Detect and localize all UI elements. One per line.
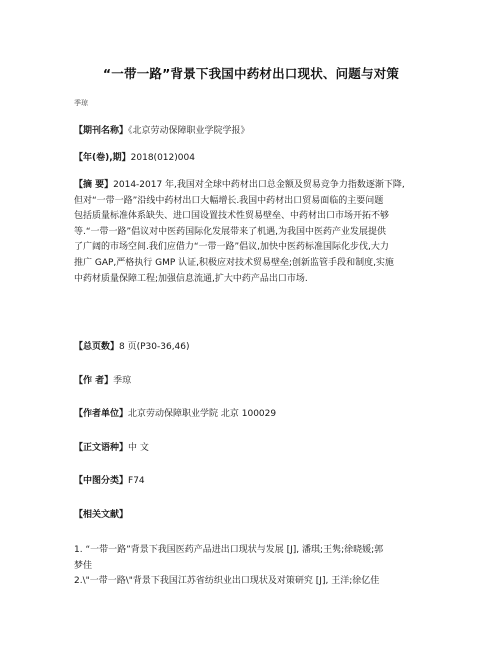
abstract-line: 等.“一带一路”倡议对中医药国际化发展带来了机遇,为我国中医药产业发展提供: [74, 226, 387, 237]
abstract-line: 但对“一带一路”沿线中药材出口大幅增长.我国中药材出口贸易面临的主要问题: [74, 195, 384, 206]
document-title: “一带一路”背景下我国中药材出口现状、问题与对策: [102, 66, 400, 81]
affiliation-label: 【作者单位】: [74, 409, 129, 419]
journal-label: 【期刊名称】: [74, 126, 129, 136]
abstract-field: [74, 178, 454, 287]
year-label: 【年(卷),期】: [74, 153, 131, 163]
abstract-label: 【摘 要】: [74, 180, 114, 190]
author-value: 季琼: [113, 376, 132, 386]
author-field: [74, 374, 454, 390]
related-label: 【相关文献】: [74, 510, 129, 520]
related-list: [74, 543, 454, 590]
related-item-continued[interactable]: 梦佳: [74, 560, 93, 571]
pages-label: 【总页数】: [74, 342, 120, 352]
pages-value: 8 页(P30-36,46): [119, 342, 190, 352]
classification-value: F74: [128, 476, 145, 486]
affiliation-field: [74, 407, 454, 423]
abstract-line: 包括质量标准体系缺失、进口国设置技术性贸易壁垒、中药材出口市场开拓不够: [74, 211, 390, 222]
journal-field: [74, 124, 454, 140]
language-label: 【正文语种】: [74, 443, 129, 453]
author-label: 【作 者】: [74, 376, 114, 386]
abstract-line: 了广阔的市场空间.我们应借力“一带一路”倡议,加快中医药标准国际化步伐,大力: [74, 242, 389, 253]
journal-value: 《北京劳动保障职业学院学报》: [128, 126, 250, 136]
affiliation-value: 北京劳动保障职业学院 北京 100029: [128, 409, 277, 419]
classification-label: 【中图分类】: [74, 476, 129, 486]
classification-field: [74, 474, 454, 490]
language-field: [74, 441, 454, 457]
author-byline: 季琼: [74, 99, 88, 107]
abstract-line: 中药材质量保障工程;加强信息流通,扩大中药产品出口市场.: [74, 273, 308, 284]
related-item[interactable]: 2.\"一带一路\"背景下我国江苏省纺织业出口现状及对策研究 [J], 王洋;徐亿佳: [74, 576, 380, 587]
language-value: 中 文: [128, 443, 149, 453]
abstract-line: 推广 GAP,严格执行 GMP 认证,积极应对技术贸易壁垒;创新监管手段和制度,实施: [74, 257, 394, 268]
related-heading: [74, 508, 454, 524]
pages-field: [74, 340, 454, 356]
related-item[interactable]: 1. “一带一路”背景下我国医药产品进出口现状与发展 [J], 潘琪;王隽;徐晓媛;郭: [74, 545, 384, 555]
year-field: [74, 151, 454, 167]
abstract-line: 【摘 要】2014-2017 年,我国对全球中药材出口总金额及贸易竞争力指数逐渐下降,: [74, 180, 405, 190]
year-value: 2018(012)004: [130, 153, 195, 163]
